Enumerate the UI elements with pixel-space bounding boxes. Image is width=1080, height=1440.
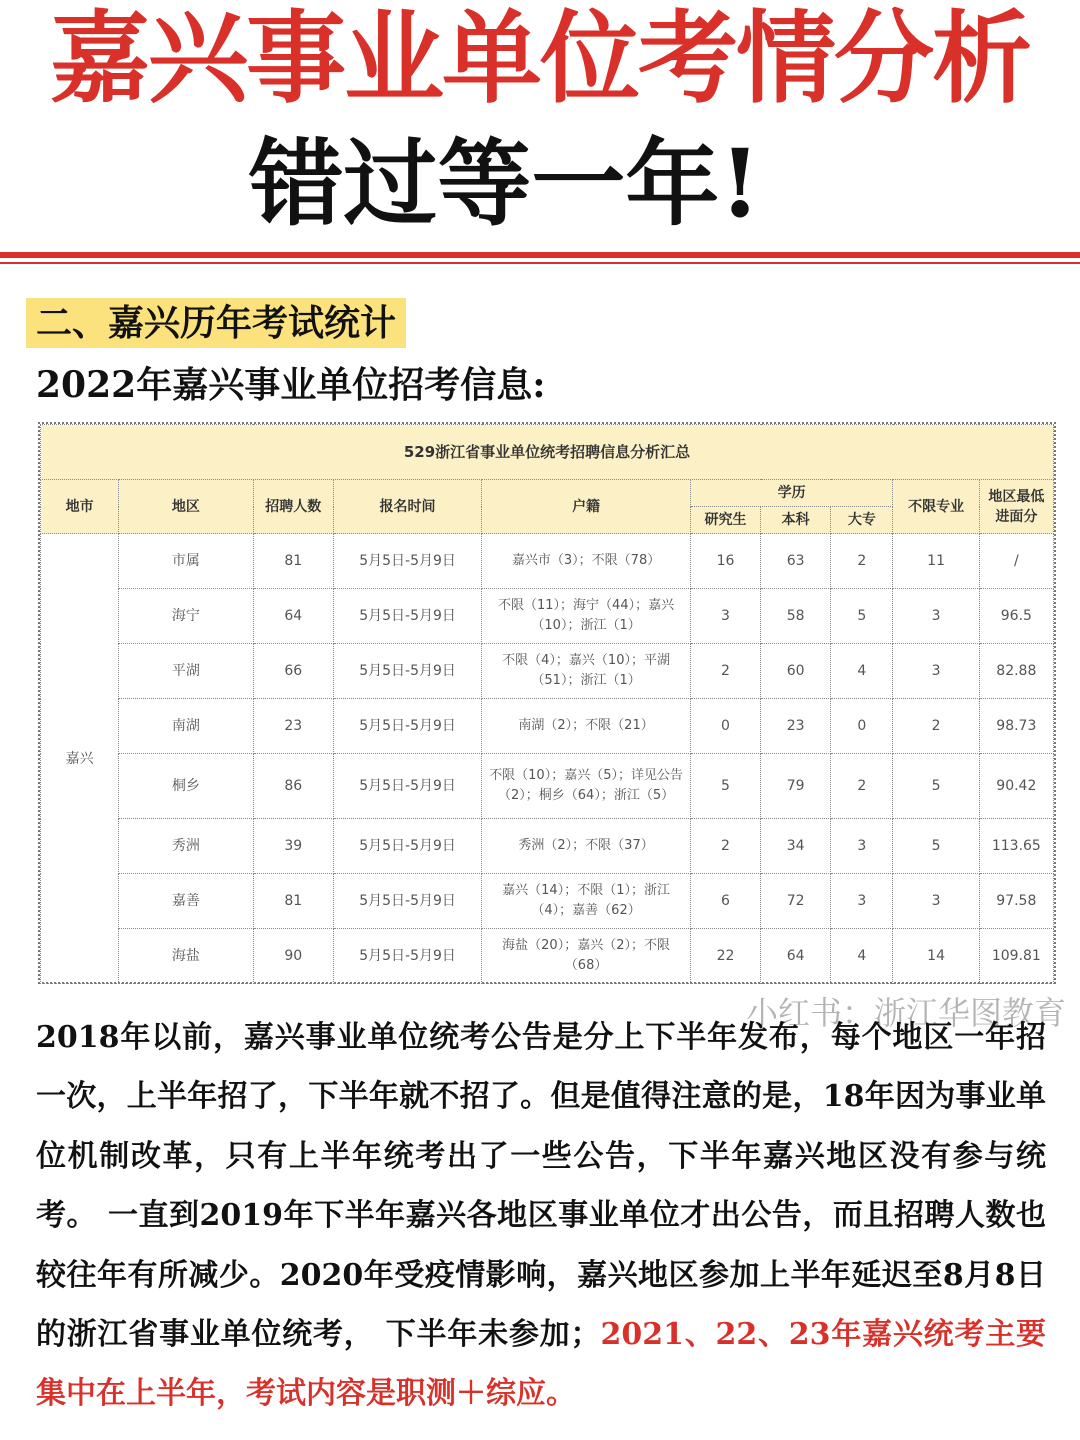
- cell-signup: 5月5日-5月9日: [333, 819, 481, 874]
- cell-grad: 5: [690, 754, 760, 819]
- header-district: 地区: [119, 480, 253, 534]
- page-title: 嘉兴事业单位考情分析: [50, 0, 1030, 117]
- table-row: [41, 589, 1054, 644]
- watermark: 小红书：浙江华图教育: [745, 994, 1066, 1032]
- cell-district: 秀洲: [119, 819, 253, 874]
- cell-huji: 不限（11）；海宁（44）；嘉兴（10）；浙江（1）: [482, 589, 691, 644]
- recruitment-table: [38, 422, 1056, 984]
- cell-grad: 2: [690, 644, 760, 699]
- cell-signup: 5月5日-5月9日: [333, 534, 481, 589]
- cell-unlimited: 5: [893, 754, 979, 819]
- cell-recruits: 81: [253, 534, 333, 589]
- cell-huji: 不限（10）；嘉兴（5）；详见公告（2）；桐乡（64）；浙江（5）: [482, 754, 691, 819]
- cell-minscore: 90.42: [979, 754, 1053, 819]
- table-body: [41, 534, 1054, 984]
- header-college: 大专: [831, 507, 893, 534]
- cell-signup: 5月5日-5月9日: [333, 874, 481, 929]
- cell-recruits: 64: [253, 589, 333, 644]
- title-divider-thin: [0, 262, 1080, 264]
- cell-college: 5: [831, 589, 893, 644]
- cell-grad: 22: [690, 929, 760, 984]
- cell-bachelor: 34: [761, 819, 831, 874]
- cell-bachelor: 58: [761, 589, 831, 644]
- cell-huji: 秀洲（2）；不限（37）: [482, 819, 691, 874]
- cell-recruits: 81: [253, 874, 333, 929]
- cell-signup: 5月5日-5月9日: [333, 754, 481, 819]
- title-divider: [0, 252, 1080, 258]
- cell-unlimited: 3: [893, 589, 979, 644]
- table-row: [41, 929, 1054, 984]
- cell-minscore: 96.5: [979, 589, 1053, 644]
- cell-district: 南湖: [119, 699, 253, 754]
- cell-district: 平湖: [119, 644, 253, 699]
- cell-bachelor: 63: [761, 534, 831, 589]
- body-paragraph: [36, 1008, 1046, 1424]
- cell-unlimited: 2: [893, 699, 979, 754]
- cell-recruits: 23: [253, 699, 333, 754]
- header-grad: 研究生: [690, 507, 760, 534]
- cell-huji: 南湖（2）；不限（21）: [482, 699, 691, 754]
- cell-college: 3: [831, 819, 893, 874]
- cell-huji: 嘉兴市（3）；不限（78）: [482, 534, 691, 589]
- cell-recruits: 86: [253, 754, 333, 819]
- cell-grad: 2: [690, 819, 760, 874]
- cell-huji: 海盐（20）；嘉兴（2）；不限（68）: [482, 929, 691, 984]
- header-huji: 户籍: [482, 480, 691, 534]
- cell-minscore: 97.58: [979, 874, 1053, 929]
- cell-bachelor: 79: [761, 754, 831, 819]
- cell-district: 海盐: [119, 929, 253, 984]
- cell-signup: 5月5日-5月9日: [333, 699, 481, 754]
- cell-college: 4: [831, 929, 893, 984]
- cell-bachelor: 64: [761, 929, 831, 984]
- cell-college: 2: [831, 754, 893, 819]
- cell-grad: 0: [690, 699, 760, 754]
- cell-bachelor: 72: [761, 874, 831, 929]
- cell-city: 嘉兴: [41, 534, 119, 984]
- cell-college: 2: [831, 534, 893, 589]
- header-minscore: 地区最低进面分: [979, 480, 1053, 534]
- cell-bachelor: 60: [761, 644, 831, 699]
- cell-recruits: 66: [253, 644, 333, 699]
- cell-unlimited: 3: [893, 644, 979, 699]
- body-text: 2018年以前，嘉兴事业单位统考公告是分上下半年发布，每个地区一年招一次，上半年招了，下半年就不招了。但是值得注意的是，18年因为事业单位机制改革，只有上半年统考出了一些公告，下半年嘉兴地区没有参与统考。 一直到2019年下半年嘉兴各地区事业单位才出公告，而且招聘人数也较往年有所减少。2020年受疫情影响，嘉兴地区参加上半年延迟至8月8日的浙江省事业单位统考， 下半年未参加；: [36, 1020, 1046, 1353]
- cell-huji: 嘉兴（14）；不限（1）；浙江（4）；嘉善（62）: [482, 874, 691, 929]
- table-row: [41, 754, 1054, 819]
- cell-district: 海宁: [119, 589, 253, 644]
- cell-unlimited: 11: [893, 534, 979, 589]
- header-unlimited: 不限专业: [893, 480, 979, 534]
- cell-unlimited: 14: [893, 929, 979, 984]
- table-caption: 529浙江省事业单位统考招聘信息分析汇总: [41, 425, 1054, 480]
- cell-district: 桐乡: [119, 754, 253, 819]
- table-row: [41, 874, 1054, 929]
- cell-minscore: /: [979, 534, 1053, 589]
- cell-college: 0: [831, 699, 893, 754]
- table-row: [41, 819, 1054, 874]
- cell-college: 4: [831, 644, 893, 699]
- cell-minscore: 113.65: [979, 819, 1053, 874]
- cell-bachelor: 23: [761, 699, 831, 754]
- cell-minscore: 109.81: [979, 929, 1053, 984]
- cell-unlimited: 3: [893, 874, 979, 929]
- cell-grad: 16: [690, 534, 760, 589]
- cell-signup: 5月5日-5月9日: [333, 929, 481, 984]
- header-recruits: 招聘人数: [253, 480, 333, 534]
- table-row: [41, 534, 1054, 589]
- page-subtitle: 错过等一年!: [249, 129, 761, 239]
- cell-college: 3: [831, 874, 893, 929]
- header-education: 学历: [690, 480, 893, 507]
- cell-unlimited: 5: [893, 819, 979, 874]
- table-row: [41, 644, 1054, 699]
- cell-minscore: 98.73: [979, 699, 1053, 754]
- cell-signup: 5月5日-5月9日: [333, 589, 481, 644]
- cell-grad: 3: [690, 589, 760, 644]
- cell-district: 嘉善: [119, 874, 253, 929]
- cell-signup: 5月5日-5月9日: [333, 644, 481, 699]
- header-bachelor: 本科: [761, 507, 831, 534]
- section-tag: 二、嘉兴历年考试统计: [26, 298, 406, 348]
- cell-recruits: 90: [253, 929, 333, 984]
- section-heading: 2022年嘉兴事业单位招考信息:: [36, 364, 546, 406]
- cell-district: 市属: [119, 534, 253, 589]
- cell-huji: 不限（4）；嘉兴（10）；平湖（51）；浙江（1）: [482, 644, 691, 699]
- table-row: [41, 699, 1054, 754]
- cell-recruits: 39: [253, 819, 333, 874]
- cell-minscore: 82.88: [979, 644, 1053, 699]
- header-city: 地市: [41, 480, 119, 534]
- cell-grad: 6: [690, 874, 760, 929]
- body-highlight: 2021、22、23年嘉兴统考主要集中在上半年，考试内容是职测＋综应。: [36, 1317, 1046, 1412]
- header-signup: 报名时间: [333, 480, 481, 534]
